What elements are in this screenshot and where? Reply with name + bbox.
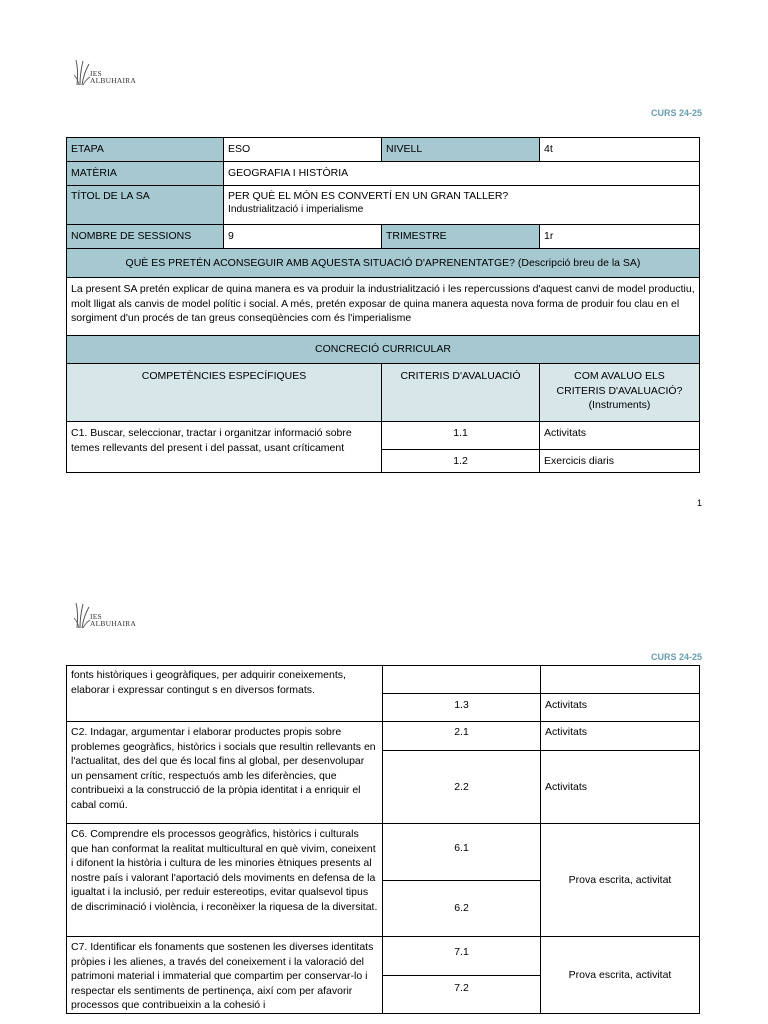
col-header-criteris: CRITERIS D'AVALUACIÓ (382, 364, 540, 422)
criteri-7-1: 7.1 (383, 937, 541, 976)
competencia-c6-text: C6. Comprendre els processos geogràfics, històrics i culturals que han conformat la realitat multicultural en què vivim, coneixent i difonent la història i cultura de les minories ètniques presents al nostre país i valorant l'aportació dels moviments en defensa de la igualtat i la inclusió, per reduir estereotips, evitar qualsevol tipus de discriminació i violència, i reconèixer la riquesa de la diversitat. (67, 824, 383, 937)
criteri-1-1: 1.1 (382, 422, 540, 450)
school-logo (74, 58, 144, 86)
sa-summary-table (66, 137, 700, 473)
logo-text-albuhaira: ALBUHAIRA (90, 619, 136, 628)
logo-text-ies: IES (90, 69, 102, 78)
materia-value: GEOGRAFIA I HISTÒRIA (224, 162, 700, 186)
col-header-avaluo-l3: (Instruments) (588, 399, 651, 411)
col-header-avaluo-l2: CRITERIS D'AVALUACIÓ? (556, 384, 683, 397)
col-header-avaluo-l1: COM AVALUO ELS (574, 370, 665, 382)
criteri-1-2: 1.2 (382, 450, 540, 473)
criteri-6-2: 6.2 (383, 881, 541, 937)
trimestre-label: TRIMESTRE (382, 225, 540, 249)
sessions-label: NOMBRE DE SESSIONS (67, 225, 224, 249)
competencia-c7-text: C7. Identificar els fonaments que sostenen les diverses identitats pròpies i les alienes, a través del coneixement i la valoració del patrimoni material i immaterial que compartim per conservar-lo i respectar els sentiments de pertinença, així com per afavorir processos que contribueixin a la cohesió i (67, 937, 383, 1014)
sessions-value: 9 (224, 225, 382, 249)
instrument-6: Prova escrita, activitat (541, 824, 700, 937)
etapa-label: ETAPA (67, 138, 224, 162)
course-label-page2: CURS 24-25 (650, 652, 702, 662)
course-label: CURS 24-25 (650, 108, 702, 118)
col-header-competencies: COMPETÈNCIES ESPECÍFIQUES (67, 364, 382, 422)
criteri-6-1: 6.1 (383, 824, 541, 881)
titol-label: TÍTOL DE LA SA (67, 186, 224, 225)
logo-text-ies: IES (90, 612, 102, 621)
criteri-1-3: 1.3 (383, 694, 541, 722)
titol-subtitle: Industrialització i imperialisme (228, 204, 364, 215)
materia-label: MATÈRIA (67, 162, 224, 186)
criteri-2-2: 2.2 (383, 751, 541, 824)
criteri-7-2: 7.2 (383, 976, 541, 1014)
instrument-empty (541, 666, 700, 694)
col-header-avaluo (540, 364, 700, 422)
instrument-1-1: Activitats (540, 422, 700, 450)
instrument-2-2: Activitats (541, 751, 700, 824)
description-text: La present SA pretén explicar de quina manera es va produir la industrialització i les repercussions d'aquest canvi de model productiu, molt lligat als canvis de model polític i social. A més, pretén exposar de quina manera aquesta nova forma de produir fou clau en el sorgiment d'un procés de tan greus conseqüències com és l'imperialisme (67, 278, 700, 336)
instrument-7: Prova escrita, activitat (541, 937, 700, 1014)
competencies-table-continued (66, 665, 700, 1014)
instrument-1-2: Exercicis diaris (540, 450, 700, 473)
page-number: 1 (697, 498, 703, 508)
instrument-2-1: Activitats (541, 722, 700, 751)
concrecio-heading: CONCRECIÓ CURRICULAR (67, 336, 700, 364)
trimestre-value: 1r (540, 225, 700, 249)
instrument-1-3: Activitats (541, 694, 700, 722)
titol-cell (224, 186, 700, 225)
description-heading: QUÈ ES PRETÉN ACONSEGUIR AMB AQUESTA SITUACIÓ D'APRENENTATGE? (Descripció breu de la SA) (67, 249, 700, 278)
competencia-c1-continued: fonts històriques i geogràfiques, per adquirir coneixements, elaborar i expressar contingut s en diversos formats. (67, 666, 383, 722)
etapa-value: ESO (224, 138, 382, 162)
criteri-2-1: 2.1 (383, 722, 541, 751)
logo-text-albuhaira: ALBUHAIRA (90, 76, 136, 85)
nivell-label: NIVELL (382, 138, 540, 162)
competencia-c2-text: C2. Indagar, argumentar i elaborar productes propis sobre problemes geogràfics, històrics i socials que resultin rellevants en l'actualitat, des del que és local fins al global, per desenvolupar un pensament crític, respectuós amb les diferències, que contribueixi a la construcció de la pròpia identitat i a enriquir el cabal comú. (67, 722, 383, 824)
titol-value: PER QUÈ EL MÓN ES CONVERTÍ EN UN GRAN TALLER? (228, 190, 509, 202)
nivell-value: 4t (540, 138, 700, 162)
criteri-empty (383, 666, 541, 694)
competencia-c1-text: C1. Buscar, seleccionar, tractar i organitzar informació sobre temes rellevants del present i del passat, usant críticament (67, 422, 382, 473)
school-logo-page2 (74, 601, 144, 629)
